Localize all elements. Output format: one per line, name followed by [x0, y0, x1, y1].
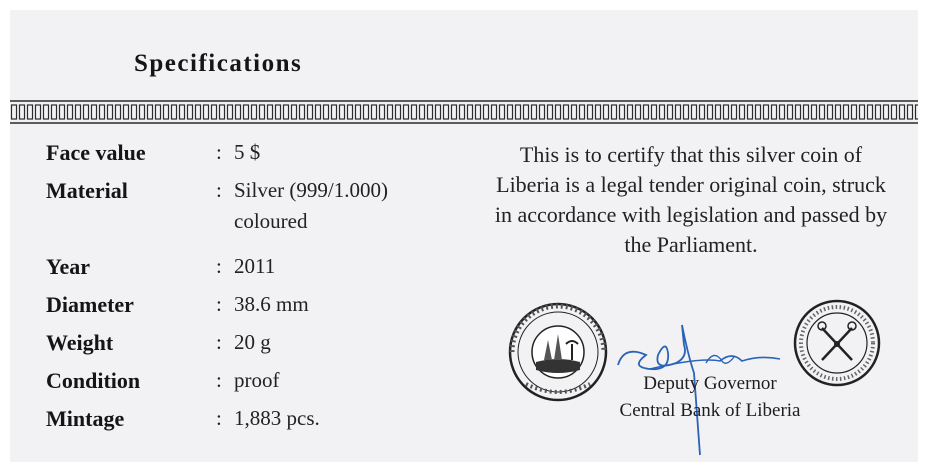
spec-label: Mintage — [46, 406, 125, 431]
signatory-organization: Central Bank of Liberia — [619, 400, 801, 421]
republic-of-liberia-seal-icon — [506, 300, 610, 409]
spec-value-line1: Silver (999/1.000) — [234, 178, 388, 202]
cert-line: Liberia is a legal tender original coin, struck — [496, 172, 886, 197]
spec-row-face-value — [46, 140, 466, 178]
decorative-border — [10, 97, 918, 127]
spec-row-weight — [46, 330, 466, 368]
spec-value-line2: coloured — [234, 209, 308, 233]
spec-separator: : — [216, 406, 222, 430]
spec-label: Weight — [46, 330, 114, 355]
cert-line: This is to certify that this silver coin of — [519, 142, 863, 167]
cert-line: the Parliament. — [624, 232, 758, 257]
signatory-block — [600, 370, 820, 424]
spec-value: proof — [234, 368, 280, 392]
spec-separator: : — [216, 368, 222, 392]
spec-value: 20 g — [234, 330, 271, 354]
spec-label: Material — [46, 178, 128, 203]
specifications-list — [46, 140, 466, 444]
spec-row-diameter — [46, 292, 466, 330]
spec-value: 38.6 mm — [234, 292, 309, 316]
certification-text — [476, 140, 906, 260]
spec-label: Diameter — [46, 292, 134, 317]
signatory-title: Deputy Governor — [643, 373, 777, 394]
spec-separator: : — [216, 254, 222, 278]
spec-separator: : — [216, 292, 222, 316]
certificate-card — [10, 10, 918, 462]
spec-value: 1,883 pcs. — [234, 406, 320, 430]
spec-row-condition — [46, 368, 466, 406]
spec-value: 5 $ — [234, 140, 261, 164]
spec-row-material — [46, 178, 466, 254]
cert-line: in accordance with legislation and passed by — [494, 202, 888, 227]
spec-row-mintage — [46, 406, 466, 444]
spec-label: Face value — [46, 140, 146, 165]
specifications-title: Specifications — [134, 50, 303, 77]
spec-row-year — [46, 254, 466, 292]
spec-label: Year — [46, 254, 90, 279]
spec-value: 2011 — [234, 254, 276, 278]
spec-label: Condition — [46, 368, 141, 393]
spec-separator: : — [216, 140, 222, 164]
spec-separator: : — [216, 178, 222, 202]
spec-value — [234, 178, 388, 234]
spec-separator: : — [216, 330, 222, 354]
